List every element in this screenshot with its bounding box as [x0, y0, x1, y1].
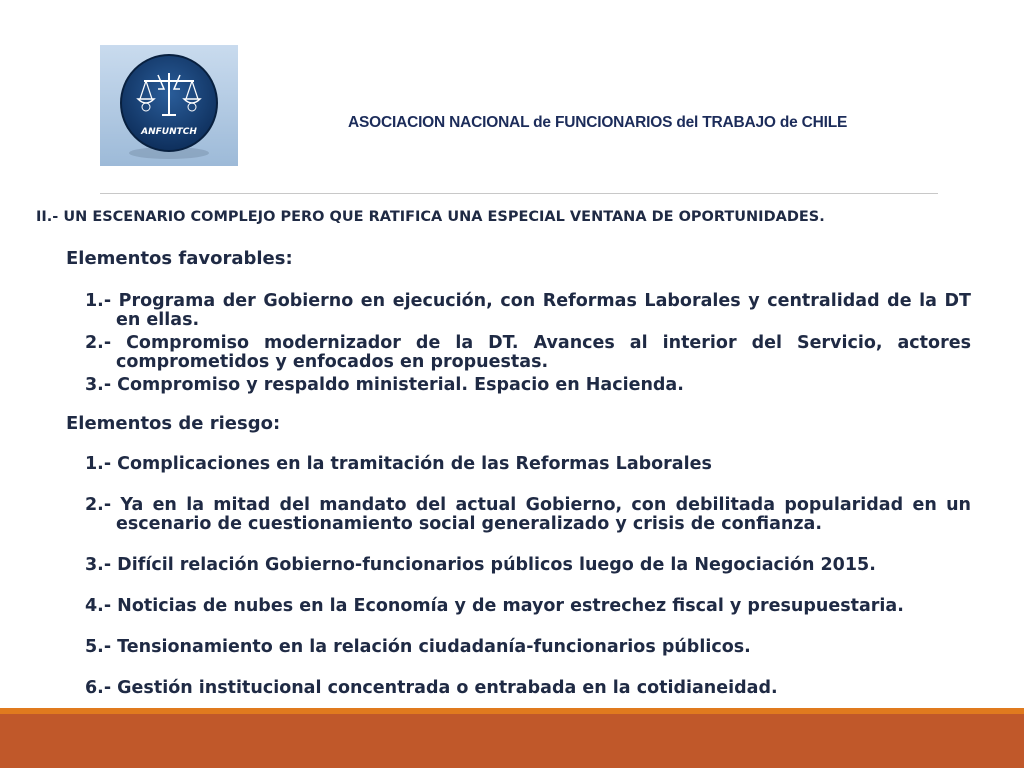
favorable-list	[66, 292, 971, 395]
favorable-title: Elementos favorables:	[66, 248, 293, 269]
slide-content	[66, 248, 971, 720]
favorable-item: 1.- Programa der Gobierno en ejecución, con Reformas Laborales y centralidad de la DT en ellas.	[85, 291, 971, 330]
risk-item: 1.- Complicaciones en la tramitación de las Reformas Laborales	[85, 454, 712, 474]
risk-list	[66, 455, 971, 698]
anfuntch-logo	[100, 45, 238, 166]
footer-bar	[0, 714, 1024, 768]
risk-item: 5.- Tensionamiento en la relación ciudadanía-funcionarios públicos.	[85, 637, 751, 657]
logo-text: ANFUNTCH	[141, 127, 197, 137]
risk-item: 3.- Difícil relación Gobierno-funcionarios públicos luego de la Negociación 2015.	[85, 555, 876, 575]
risk-title: Elementos de riesgo:	[66, 413, 281, 434]
risk-item: 4.- Noticias de nubes en la Economía y de mayor estrechez fiscal y presupuestaria.	[85, 596, 904, 616]
section-heading: II.- UN ESCENARIO COMPLEJO PERO QUE RATIFICA UNA ESPECIAL VENTANA DE OPORTUNIDADES.	[36, 209, 825, 225]
favorable-item: 3.- Compromiso y respaldo ministerial. Espacio en Hacienda.	[85, 375, 684, 395]
risk-item: 6.- Gestión institucional concentrada o entrabada en la cotidianeidad.	[85, 678, 778, 698]
risk-item: 2.- Ya en la mitad del mandato del actual Gobierno, con debilitada popularidad en un escenario de cuestionamiento social generalizado y crisis de confianza.	[85, 495, 971, 534]
favorable-item: 2.- Compromiso modernizador de la DT. Avances al interior del Servicio, actores comprometidos y enfocados en propuestas.	[85, 333, 971, 372]
organization-name: ASOCIACION NACIONAL de FUNCIONARIOS del TRABAJO de CHILE	[348, 114, 848, 131]
header-divider	[100, 193, 938, 194]
scales-of-justice-icon	[100, 45, 238, 166]
